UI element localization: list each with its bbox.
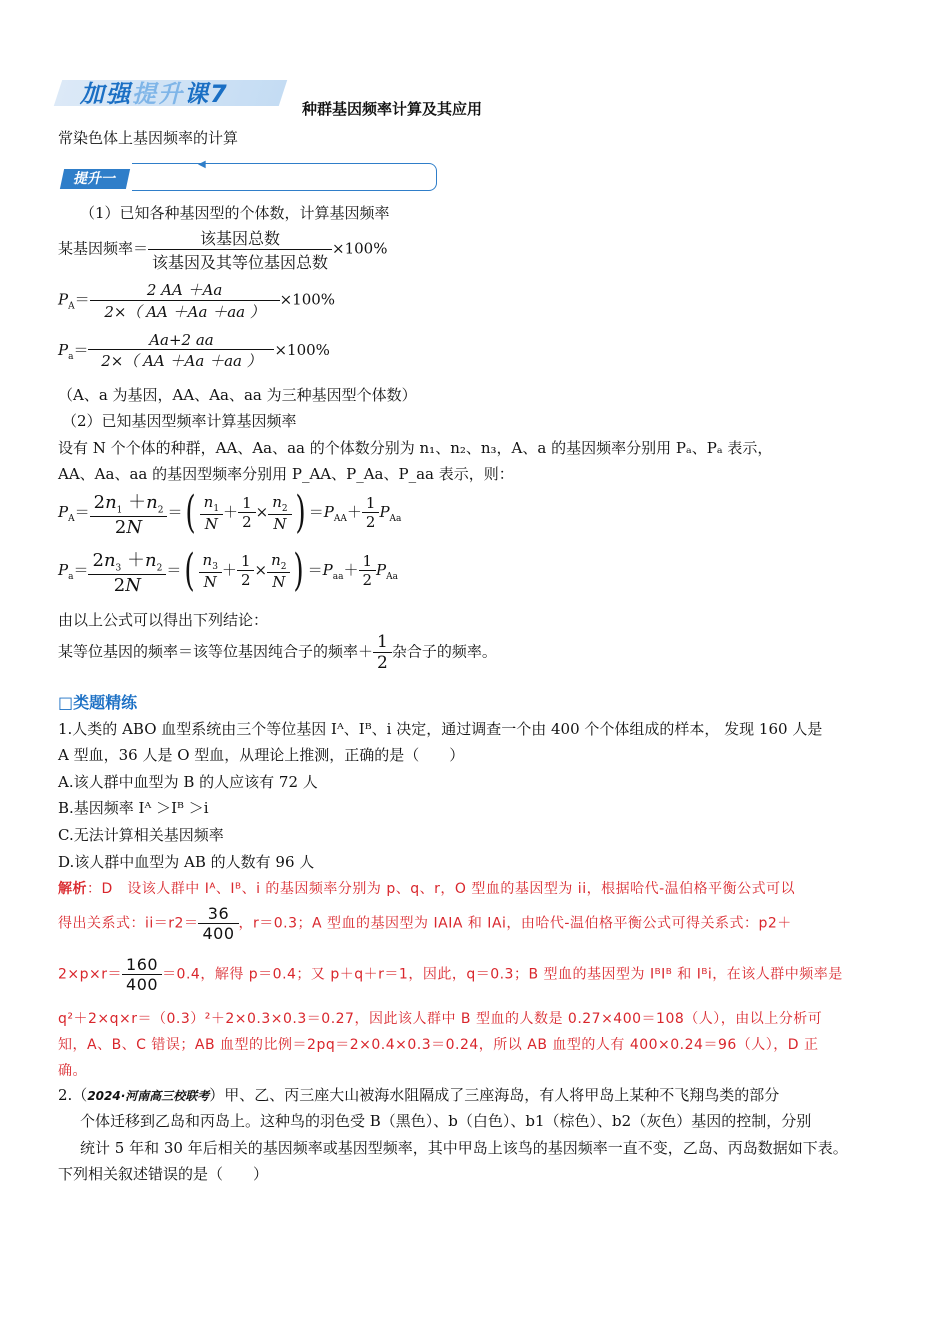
formula-gene-frequency [58, 226, 387, 273]
f3-numerator: Aa+2 aa [149, 331, 214, 349]
tisheng-header [58, 159, 438, 191]
s1-heading: （1）已知各种基因型的个体数，计算基因频率 [80, 204, 390, 222]
f1-numerator: 该基因总数 [200, 229, 281, 248]
formula-Pa: $P_a=$ $\frac{Aa+2 aa}{2\times( AA +Aa +aa )}$ ×100% [58, 331, 330, 370]
banner-text [80, 74, 229, 109]
s2-heading: （2）已知基因型频率计算基因频率 [62, 412, 297, 430]
conclusion-part-a: 某等位基因的频率＝该等位基因纯合子的频率＋ [58, 642, 374, 661]
q2-line3: 统计 5 年和 30 年后相关的基因频率或基因型频率，其中甲岛上该鸟的基因频率一直不变，乙岛、丙岛数据如下表。 [80, 1139, 848, 1157]
document-title: 种群基因频率计算及其应用 [302, 100, 483, 118]
answer-text3a: 2×p×r＝ [58, 966, 123, 983]
lesson-banner [58, 72, 283, 108]
conclusion-line: 某等位基因的频率＝该等位基因纯合子的频率＋ $\frac{1}{2}$ 杂合子的频率。 [58, 632, 497, 673]
f3-fraction [88, 331, 274, 371]
q2-line1 [58, 1084, 779, 1105]
f1-denominator: 该基因及其等位基因总数 [148, 249, 332, 273]
answer-line4: q²＋2×q×r＝（0.3）²＋2×0.3×0.3＝0.27，因此该人群中 B 型血的人数是 0.27×400＝108（人），由以上分析可 [58, 1011, 823, 1027]
formula-Pa-genotype: $P_a=$ $\frac{2n_3 +n_2}{2N}$ ＝( $\frac{n_3}{N}$ ＋ $\frac{1}{2}$ × $\frac{n_2}{N}$ ) $=P_{aa}+$ $\frac{1}{2}$ $P_{Aa}$ [58, 544, 399, 596]
tisheng-label: 提升一 [60, 169, 130, 189]
f2-denominator: 2×（ AA ＋Aa ＋aa ） [90, 300, 280, 322]
q1-line1: 1.人类的 ABO 血型系统由三个等位基因 Iᴬ、Iᴮ、i 决定，通过调查一个由 400 个个体组成的样本， 发现 160 人是 [58, 720, 823, 738]
formula-PA-genotype: $P_A=$ $\frac{2n_1 +n_2}{2N}$ ＝( $\frac{n_1}{N}$ ＋ $\frac{1}{2}$ × $\frac{n_2}{N}$ ) $=P_{AA}+$ $\frac{1}{2}$ $P_{Aa}$ [58, 486, 402, 538]
conclusion-intro: 由以上公式可以得出下列结论： [58, 611, 269, 629]
f2-fraction [90, 279, 280, 322]
answer-text2b: ，r＝0.3；A 型血的基因型为 IAIA 和 IAi，由哈代-温伯格平衡公式可得关系式：p2＋ [238, 915, 792, 932]
q2-source: 2024·河南高三校联考 [87, 1089, 210, 1103]
answer-line1 [58, 878, 795, 898]
q1-option-a: A.该人群中血型为 B 的人应该有 72 人 [58, 773, 318, 791]
q2-line4: 下列相关叙述错误的是（ ） [58, 1165, 269, 1183]
f1-lhs: 某基因频率＝ [58, 239, 149, 258]
answer-line2 [58, 904, 792, 943]
banner-part-c: 课7 [184, 80, 229, 108]
frac-160-den: 400 [122, 974, 162, 994]
q2-line2: 个体迁移到乙岛和丙岛上。这种鸟的羽色受 B（黑色）、b（白色）、b1（棕色）、b2（灰色）基因的控制，分别 [80, 1112, 812, 1130]
frac-2n3n2: $\frac{2n_3 +n_2}{2N}$ [88, 546, 166, 596]
answer-text2a: 得出关系式：ii＝r2＝ [58, 915, 199, 932]
answer-line5: 知，A、B、C 错误；AB 血型的比例＝2pq＝2×0.4×0.3＝0.24，所以 AB 血型的人有 400×0.24＝96（人），D 正 [58, 1037, 819, 1053]
frac-36-num: 36 [207, 904, 230, 923]
f3-denominator: 2×（ AA ＋Aa ＋aa ） [88, 349, 274, 371]
q1-line2: A 型血，36 人是 O 型血，从理论上推测，正确的是（ ） [58, 746, 465, 764]
q1-option-c: C.无法计算相关基因频率 [58, 826, 224, 844]
s2-line1: 设有 N 个个体的种群，AA、Aa、aa 的个体数分别为 n₁、n₂、n₃，A、a 的基因频率分别用 Pₐ、Pₐ 表示， [58, 439, 773, 457]
frac-160-num: 160 [126, 955, 159, 974]
tisheng-box [132, 163, 437, 191]
frac-2n1n2: $\frac{2n_1 +n_2}{2N}$ [90, 488, 168, 538]
f2-tail: ×100% [279, 290, 336, 309]
frac-36-den: 400 [198, 923, 238, 943]
section-title: 常染色体上基因频率的计算 [58, 129, 239, 147]
note-line: （A、a 为基因，AA、Aa、aa 为三种基因型个体数） [58, 386, 417, 404]
s2-line2: AA、Aa、aa 的基因型频率分别用 P_AA、P_Aa、P_aa 表示，则： [58, 465, 514, 483]
answer-text1: ：D 设该人群中 Iᴬ、Iᴮ、i 的基因频率分别为 p、q、r，O 型血的基因型为 ii，根据哈代-温伯格平衡公式可以 [87, 881, 796, 897]
q1-option-d: D.该人群中血型为 AB 的人数有 96 人 [58, 853, 315, 871]
answer-line6: 确。 [58, 1063, 87, 1079]
q2-prefix: 2.（ [58, 1086, 88, 1104]
arrow-left-icon: ◀ [198, 159, 206, 170]
banner-part-a: 加强 [80, 80, 132, 108]
formula-PA: $P_A=$ $\frac{2 AA +Aa}{2\times( AA +Aa +aa )}$ ×100% [58, 281, 336, 321]
answer-text3b: ＝0.4，解得 p＝0.4；又 p＋q＋r＝1，因此，q＝0.3；B 型血的基因型为 IᴮIᴮ 和 Iᴮi，在该人群中频率是 [162, 966, 843, 983]
practice-title: □类题精练 [58, 693, 138, 712]
f1-fraction [148, 226, 332, 273]
f3-tail: ×100% [274, 341, 330, 359]
f1-tail: ×100% [332, 239, 388, 258]
q2-text1: ）甲、乙、丙三座大山被海水阻隔成了三座海岛，有人将甲岛上某种不飞翔鸟类的部分 [209, 1086, 780, 1104]
conclusion-part-b: 杂合子的频率。 [391, 642, 497, 661]
answer-label: 解析 [58, 881, 87, 897]
q1-option-b: B.基因频率 Iᴬ ＞Iᴮ ＞i [58, 799, 209, 817]
f2-numerator: 2 AA ＋Aa [146, 281, 223, 299]
banner-part-b: 提升 [132, 80, 184, 108]
answer-line3 [58, 955, 843, 994]
